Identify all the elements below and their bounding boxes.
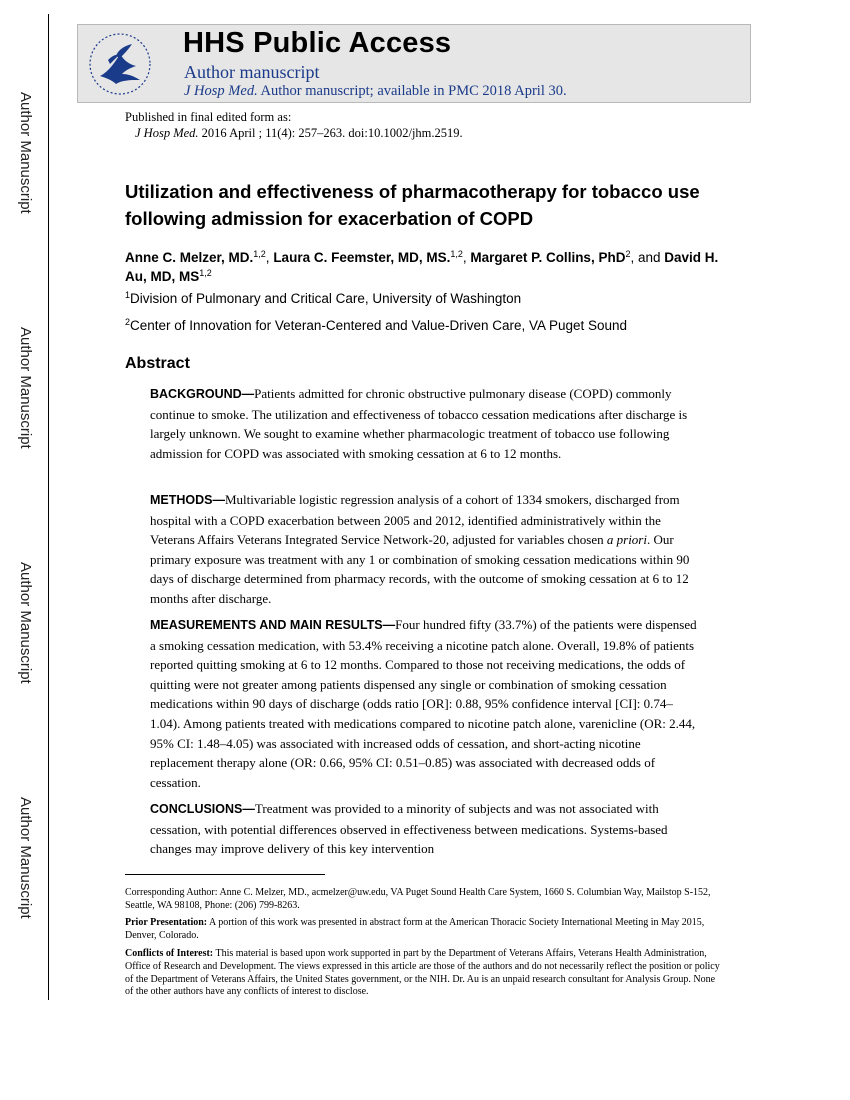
citation: J Hosp Med. 2016 April ; 11(4): 257–263. doi:10.1002/jhm.2519. (135, 126, 463, 140)
margin-rule (48, 14, 49, 1000)
affiliation-1: $^1$Division of Pulmonary and Critical Care, University of Washington (125, 290, 522, 306)
footnote-prior-presentation: Prior Presentation: A portion of this work was presented in abstract form at the American Thoracic Society International Meeting in May 2015, Denver, Colorado. (125, 917, 705, 941)
abstract-results: MEASUREMENTS AND MAIN RESULTS—Four hundred fifty (33.7%) of the patients were dispensed a smoking cessation medication, with 53.4% receiving a nicotine patch alone. Overall, 19.8% of patients reported quitting smoking at 6 to 12 months. Compared to those not receiving medications, the odds of quitting were not greater among patients dispensed any single or combination of smoking cessation medications within 90 days of discharge (odds ratio [OR]: 0.88, 95% confidence interval [CI]: 0.74–1.04). Among patients treated with medications compared to nicotine patch alone, varenicline (OR: 2.44, 95% CI: 1.48–4.05) was associated with increased odds of cessation, and short-acting nicotine replacement therapy alone (OR: 0.66, 95% CI: 0.51–0.85) was associated with decreased odds of cessation. (150, 617, 697, 790)
author-manuscript-label: Author manuscript (184, 62, 320, 82)
affiliation-2: $^2$Center of Innovation for Veteran-Centered and Value-Driven Care, VA Puget Sound (125, 317, 628, 333)
author-name: Margaret P. Collins, PhD (470, 250, 626, 265)
author-name: Laura C. Feemster, MD, MS. (273, 250, 451, 265)
abstract-conclusions: CONCLUSIONS—Treatment was provided to a minority of subjects and was not associated with cessation, with potential differences observed in effectiveness between medications. Systems-based changes may improve delivery of this key intervention (150, 801, 668, 857)
hhs-title: HHS Public Access (183, 27, 452, 59)
footnote-conflicts: Conflicts of Interest: This material is based upon work supported in part by the Department of Veterans Affairs, Veterans Health Administration, Office of Research and Development. The views expressed in this article are those of the authors and do not necessarily reflect the position or policy of the Department of Veterans Affairs, the United States government, or the NIH. Dr. Au is an unpaid research consultant for Analysis Group. None of the other authors have any conflicts of interest to disclose. (125, 948, 720, 998)
hhs-eagle-logo-icon (86, 30, 154, 98)
footnote-divider (125, 874, 325, 875)
author-name: Anne C. Melzer, MD. (125, 250, 254, 265)
published-label: Published in final edited form as: (125, 110, 292, 124)
footnote-corresponding: Corresponding Author: Anne C. Melzer, MD., acmelzer@uw.edu, VA Puget Sound Health Care System, 1660 S. Columbian Way, Mailstop S-152, Seattle, WA 98108, Phone: (206) 799-8263. (125, 887, 711, 911)
abstract-heading: Abstract (125, 355, 190, 372)
article-title: Utilization and effectiveness of pharmacotherapy for tobacco use following admission for exacerbation of COPD (125, 181, 700, 229)
abstract-background: BACKGROUND—Patients admitted for chronic obstructive pulmonary disease (COPD) commonly continue to smoke. The utilization and effectiveness of tobacco cessation medications after discharge is largely unknown. We sought to examine whether pharmacologic treatment of tobacco use following admission for COPD was associated with smoking cessation at 6 to 12 months. (150, 386, 688, 461)
author-name: David H. Au, MD, MS (125, 250, 719, 284)
availability-line: J Hosp Med. Author manuscript; available in PMC 2018 April 30. (184, 83, 567, 99)
hhs-header (77, 24, 751, 103)
author-list: Anne C. Melzer, MD.$^{1,2}$, Laura C. Feemster, MD, MS.$^{1,2}$, Margaret P. Collins, PhD$^2$, and David H. Au, MD, MS$^{1,2}$ (125, 249, 719, 284)
abstract-methods: METHODS—Multivariable logistic regression analysis of a cohort of 1334 smokers, discharged from hospital with a COPD exacerbation between 2005 and 2012, identified administratively within the Veterans Affairs Veterans Integrated Service Network-20, adjusted for variables chosen a priori. Our primary exposure was treatment with any 1 or combination of smoking cessation medications within 90 days of discharge determined from pharmacy records, with the outcome of smoking cessation at 6 to 12 months after discharge. (150, 492, 690, 606)
